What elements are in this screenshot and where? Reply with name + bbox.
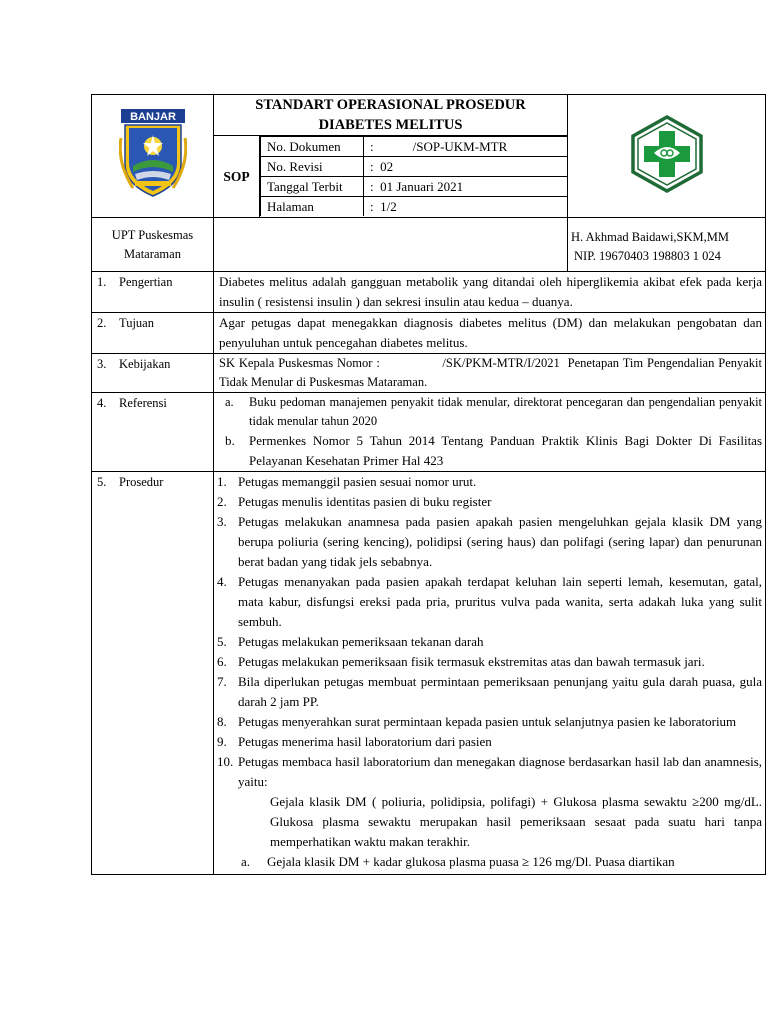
org-name-line-1: UPT Puskesmas [111,228,194,242]
reference-number: b. [225,433,235,448]
meta-label-tanggal-terbit: Tanggal Terbit [261,177,364,197]
meta-row [261,177,568,197]
procedure-step [217,632,762,652]
reference-item [219,393,762,431]
section-content-prosedur [214,472,766,875]
diagnosis-criteria-item [217,852,762,872]
meta-row [261,197,568,217]
step-number: 4. [217,574,227,589]
section-content-tujuan: Agar petugas dapat menegakkan diagnosis diabetes melitus (DM) dan melakukan pengobatan dan penyuluhan untuk pencegahan diabetes melitus. [214,313,766,354]
section-number: 5. [97,475,107,489]
meta-label-halaman: Halaman [261,197,364,217]
step-text: Petugas menanyakan pada pasien apakah terdapat keluhan lain seperti lemah, kesemutan, gatal, mata kabur, disfungsi ereksi pada pria, pruritus vulva pada wanita, serta adakah luka yang sulit sembuh. [238,574,763,629]
section-label-pengertian [92,272,214,313]
meta-row [261,157,568,177]
step-number: 10. [217,754,234,769]
section-label-text: Tujuan [119,316,154,330]
sop-title [214,95,567,135]
procedure-step [217,492,762,512]
signatory-nip: NIP. 19670403 198803 1 024 [574,249,721,263]
step-text: Petugas menulis identitas pasien di buku register [238,494,492,509]
puskesmas-logo-cell [568,95,766,218]
section-content-kebijakan: SK Kepala Puskesmas Nomor : /SK/PKM-MTR/I/2021 Penetapan Tim Pengendalian Penyakit Tidak Menular di Puskesmas Mataraman. [214,354,766,393]
org-name-line-2: Mataraman [124,247,181,261]
procedure-step [217,512,762,572]
meta-value-no-dokumen: : /SOP-UKM-MTR [364,137,568,157]
step-number: 2. [217,494,227,509]
svg-text:BANJAR: BANJAR [129,110,176,123]
section-content-referensi [214,393,766,472]
sop-label: SOP [214,136,260,218]
procedure-step [217,572,762,632]
reference-number: a. [225,395,234,409]
title-line-2: DIABETES MELITUS [318,117,463,133]
signatory-cell [568,218,766,272]
procedure-step [217,472,762,492]
section-label-tujuan [92,313,214,354]
step-number: 7. [217,674,227,689]
sop-document [91,94,765,875]
section-label-text: Pengertian [119,275,173,289]
step-text: Petugas menerima hasil laboratorium dari pasien [238,734,492,749]
step-text: Petugas memanggil pasien sesuai nomor urut. [238,474,477,489]
step-number: 3. [217,514,227,529]
section-label-text: Referensi [119,396,167,410]
signatory-name: H. Akhmad Baidawi,SKM,MM [571,230,730,244]
step-text: Petugas menyerahkan surat permintaan kepada pasien untuk selanjutnya pasien ke laboratorium [238,714,737,729]
section-label-text: Kebijakan [119,357,171,371]
reference-text: Buku pedoman manajemen penyakit tidak menular, direktorat pencegaran dan pengendalian penyakit tidak menular tahun 2020 [249,395,763,428]
step-number: 5. [217,634,227,649]
step-text: Petugas melakukan pemeriksaan fisik termasuk ekstremitas atas dan bawah termasuk jari. [238,654,705,669]
section-label-text: Prosedur [119,475,164,489]
sop-table [91,94,766,875]
reference-item [219,431,762,471]
section-number: 4. [97,396,107,410]
procedure-step [217,712,762,732]
title-line-1: STANDART OPERASIONAL PROSEDUR [255,97,526,113]
meta-cell [260,136,568,218]
procedure-step [217,752,762,792]
procedure-step [217,732,762,752]
procedure-step [217,672,762,712]
title-cell [214,95,568,136]
step-text: Bila diperlukan petugas membuat permintaan pemeriksaan penunjang yaitu gula darah puasa, gula darah 2 jam PP. [238,674,763,709]
diagnosis-criteria-paragraph: Gejala klasik DM ( poliuria, polidipsia, polifagi) + Glukosa plasma sewaktu ≥200 mg/dL. Glukosa plasma sewaktu merupakan hasil pemeriksaan sesaat pada suatu hari tanpa memperhatikan waktu makan terakhir. [270,794,763,849]
criteria-text: Gejala klasik DM + kadar glukosa plasma puasa ≥ 126 mg/Dl. Puasa diartikan [267,854,675,869]
meta-value-no-revisi: : 02 [364,157,568,177]
meta-table [260,136,567,216]
section-label-prosedur [92,472,214,875]
meta-value-tanggal-terbit: : 01 Januari 2021 [364,177,568,197]
step-number: 8. [217,714,227,729]
banjar-logo-cell [92,95,214,218]
section-number: 1. [97,275,107,289]
banjar-regency-logo [119,108,187,200]
org-name-cell [92,218,214,272]
meta-value-halaman: : 1/2 [364,197,568,217]
step-text: Petugas membaca hasil laboratorium dan menegakan diagnose berdasarkan hasil lab dan anamnesis, yaitu: [238,754,763,789]
step-text: Petugas melakukan pemeriksaan tekanan darah [238,634,484,649]
procedure-step [217,652,762,672]
meta-label-no-revisi: No. Revisi [261,157,364,177]
section-label-kebijakan [92,354,214,393]
meta-row [261,137,568,157]
empty-cell [214,218,568,272]
meta-label-no-dokumen: No. Dokumen [261,137,364,157]
step-number: 9. [217,734,227,749]
section-content-pengertian: Diabetes melitus adalah gangguan metabolik yang ditandai oleh hiperglikemia akibat efek pada kerja insulin ( resistensi insulin ) dan sekresi insulin atau kedua – duanya. [214,272,766,313]
section-label-referensi [92,393,214,472]
section-number: 2. [97,316,107,330]
criteria-letter: a. [241,854,251,869]
section-number: 3. [97,357,107,371]
puskesmas-logo-icon [628,115,706,193]
step-number: 6. [217,654,227,669]
reference-text: Permenkes Nomor 5 Tahun 2014 Tentang Panduan Praktik Klinis Bagi Dokter Di Fasilitas Pelayanan Kesehatan Primer Hal 423 [249,433,763,468]
step-number: 1. [217,474,227,489]
step-text: Petugas melakukan anamnesa pada pasien apakah pasien mengeluhkan gejala klasik DM yang berupa poliuria (sering kencing), polidipsi (sering haus) dan polifagi (sering lapar) dan penurunan berat badan yang tidak jels sebabnya. [238,514,763,569]
